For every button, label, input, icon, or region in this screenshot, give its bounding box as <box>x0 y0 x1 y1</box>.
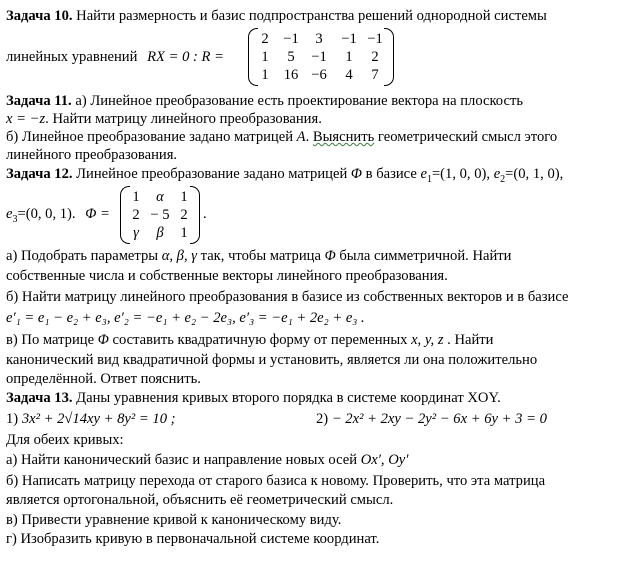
task13-b2: является ортогональной, объяснить её геометрический смысл. <box>6 492 394 508</box>
task12-b2-basis: e′₁ = e₁ − e₂ + e₃, e′₂ = −e₁ + e₂ − 2e₃, e′₃ = −e₁ + 2e₂ + e₃ . <box>6 310 365 326</box>
matrix-row <box>120 207 200 225</box>
matrix-cell: 2 <box>371 49 379 65</box>
matrix-cell: α <box>156 189 164 205</box>
task12-e2-sub: 2 <box>500 173 506 185</box>
task12-vars: x, y, z <box>411 332 444 348</box>
task12-a2: собственные числа и собственные векторы линейного преобразования. <box>6 268 448 284</box>
task13-text1: Даны уравнения кривых второго порядка в системе координат XOY. <box>72 390 501 406</box>
task10-text1: Найти размерность и базис подпространства решений однородной системы <box>72 8 547 24</box>
task10-line2 <box>6 49 224 66</box>
matrix-cell: 1 <box>345 49 353 65</box>
task13-eq1-label: 1) <box>6 411 22 427</box>
matrix-cell: 2 <box>261 31 269 47</box>
matrix-cell: 4 <box>345 67 353 83</box>
matrix-cell: −6 <box>311 67 327 83</box>
task10-matrix <box>248 28 394 86</box>
matrix-cell: 2 <box>180 207 188 223</box>
task12-b1: б) Найти матрицу линейного преобразования в базисе из собственных векторов и в базисе <box>6 289 569 305</box>
matrix-cell: 1 <box>180 225 188 241</box>
task13-eq1-line <box>6 411 176 428</box>
task11-text1: а) Линейное преобразование есть проектирование вектора на плоскость <box>71 93 523 109</box>
task11-line4 <box>6 147 177 164</box>
task12-matrix-period: . <box>203 206 207 222</box>
matrix-cell: − 5 <box>150 207 170 223</box>
task10-title: Задача 10. <box>6 8 73 24</box>
matrix-cell: 2 <box>132 207 140 223</box>
task10-text2: линейных уравнений <box>6 49 138 65</box>
task13-d1: г) Изобразить кривую в первоначальной системе координат. <box>6 531 380 547</box>
task12-c1b: составить квадратичную форму от переменных <box>108 332 412 348</box>
task11-text4: линейного преобразования. <box>6 147 178 163</box>
task12-a1c: была симметричной. Найти <box>335 248 512 264</box>
task12-matrix <box>120 186 200 244</box>
matrix-cell: 1 <box>261 49 269 65</box>
matrix-cell: −1 <box>283 31 299 47</box>
matrix-cell: −1 <box>341 31 357 47</box>
matrix-row <box>248 67 394 85</box>
task13-eq2: − 2x² + 2xy − 2y² − 6x + 6y + 3 = 0 <box>331 411 547 427</box>
matrix-row <box>120 189 200 207</box>
matrix-row <box>248 31 394 49</box>
matrix-cell: −1 <box>311 49 327 65</box>
task13-a-line <box>6 452 408 469</box>
matrix-cell: β <box>156 225 164 241</box>
task12-c1a: в) По матрице <box>6 332 98 348</box>
task12-a1: а) Подобрать параметры <box>6 248 162 264</box>
task13-eq1: 3x² + 2√14xy + 8y² = 10 ; <box>21 411 176 427</box>
task11-line3 <box>6 129 557 146</box>
task12-b-line2 <box>6 310 365 327</box>
task13-eq2-line <box>316 411 547 428</box>
task12-params: α, β, γ <box>161 248 197 264</box>
matrix-cell: 5 <box>287 49 295 65</box>
task11-line2 <box>6 111 322 128</box>
task12-e1-sub: 1 <box>426 173 432 185</box>
task12-text1b: в базисе <box>362 166 421 182</box>
task12-text1: Линейное преобразование задано матрицей <box>72 166 351 182</box>
task13-c1: в) Привести уравнение кривой к каноническому виду. <box>6 512 342 528</box>
matrix-cell: 1 <box>180 189 188 205</box>
task12-c3: определённой. Ответ пояснить. <box>6 371 201 387</box>
task13-b-line1 <box>6 473 545 490</box>
task12-c-line1 <box>6 332 493 349</box>
task12-c-line3 <box>6 371 201 388</box>
task13-both-text: Для обеих кривых: <box>6 432 124 448</box>
task13-d-line <box>6 531 379 548</box>
task12-phi-eq: Φ = <box>85 206 110 222</box>
task11-underlined-word: Выяснить <box>312 129 375 145</box>
matrix-cell: 3 <box>315 31 323 47</box>
matrix-row <box>248 49 394 67</box>
task11-plane-eq: x = −z <box>6 111 46 127</box>
matrix-cell: −1 <box>367 31 383 47</box>
task10-line1 <box>6 8 547 25</box>
task12-e2-val: =(0, 1, 0), <box>505 166 564 182</box>
matrix-cell: 7 <box>371 67 379 83</box>
task12-e2: e <box>493 166 501 182</box>
task12-a1b: так, чтобы матрица <box>197 248 325 264</box>
task13-both <box>6 432 124 449</box>
task13-title: Задача 13. <box>6 390 73 406</box>
matrix-row <box>120 225 200 243</box>
task12-a-line1 <box>6 248 511 265</box>
task13-b-line2 <box>6 492 393 509</box>
task12-phi-ref: Φ <box>324 248 336 264</box>
task12-e3-sub: 3 <box>12 213 18 225</box>
task10-equation: RX = 0 : R = <box>147 49 224 65</box>
task12-c1c: . Найти <box>443 332 494 348</box>
task13-c-line <box>6 512 341 529</box>
task12-e1: e <box>420 166 427 182</box>
task12-line2 <box>6 206 110 223</box>
task12-phi: Φ <box>350 166 363 182</box>
task12-e1-val: =(1, 0, 0), <box>431 166 494 182</box>
task12-c2: канонический вид квадратичной формы и установить, является ли она положительно <box>6 352 538 368</box>
task12-phi-ref2: Φ <box>97 332 109 348</box>
matrix-cell: 1 <box>132 189 140 205</box>
task12-line1 <box>6 166 563 183</box>
task11-text2: . Найти матрицу линейного преобразования. <box>45 111 322 127</box>
task11-title: Задача 11. <box>6 93 72 109</box>
task11-text3c: геометрический смысл этого <box>374 129 558 145</box>
task11-matrix-name: A <box>296 129 306 145</box>
task11-line1 <box>6 93 523 110</box>
task12-c-line2 <box>6 352 537 369</box>
task11-text3b: . <box>305 129 313 145</box>
task13-line1 <box>6 390 501 407</box>
matrix-cell: 16 <box>283 67 299 83</box>
task12-a-line2 <box>6 268 448 285</box>
task13-a1: а) Найти канонический базис и направление новых осей <box>6 452 361 468</box>
matrix-cell: 1 <box>261 67 269 83</box>
task12-e3: e <box>6 206 13 222</box>
task12-b-line1 <box>6 289 568 306</box>
task12-title: Задача 12. <box>6 166 73 182</box>
task12-e3-val: =(0, 0, 1). <box>17 206 76 222</box>
task13-axes: Ox′, Oy′ <box>360 452 409 468</box>
task13-eq2-label: 2) <box>316 411 332 427</box>
matrix-cell: γ <box>133 225 139 241</box>
task13-b1: б) Написать матрицу перехода от старого базиса к новому. Проверить, что эта матрица <box>6 473 546 489</box>
task11-text3a: б) Линейное преобразование задано матрицей <box>6 129 297 145</box>
